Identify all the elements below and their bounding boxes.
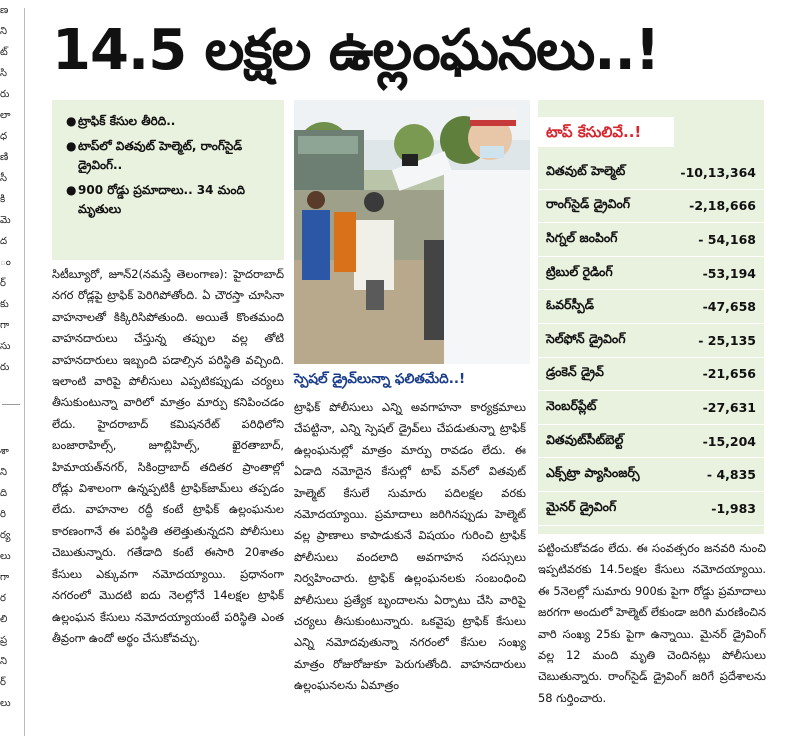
top-case-label: ట్రిబుల్ రైడింగ్ — [546, 263, 613, 279]
strip-fragment: రు — [0, 89, 10, 100]
strip-fragment: సు — [0, 341, 11, 352]
strip-fragment: గా — [0, 572, 10, 583]
adjacent-article-strip — [0, 0, 22, 740]
highlight-item — [66, 181, 274, 219]
highlight-item — [66, 137, 274, 175]
article-body-left: సిటీబ్యూరో, జూన్2(నమస్తే తెలంగాణ): హైదరాబాద్ నగర రోడ్లపై ట్రాఫిక్ పెరిగిపోతోంది. ఏ చౌరస్తా చూసినా వాహనాలతో కిక్కిరిసిపోతుంది. అయితే కొంతమంది వాహనదారులు చేస్తున్న తప్పుల వల్ల తోటి వాహనదారులు ఇబ్బంది పడాల్సిన పరిస్థితి వచ్చింది. ఇలాంటి వారిపై పోలీసులు ఎప్పటికప్పుడు చర్యలు తీసుకుంటున్నా వారిలో మాత్రం మార్పు కనిపించడం లేదు. హైదరాబాద్ కమిషనరేట్ పరిధిలోని బంజారాహిల్స్, జూబ్లిహిల్స్, ఖైరతాబాద్, హిమాయత్‌నగర్, సికింద్రాబాద్ తదితర ప్రాంతాల్లో రోడ్లు విశాలంగా ఉన్నప్పటికీ ట్రాఫిక్‌జామ్‌లు తప్పడం లేదు. వాహనాల రద్దీ కంటే ట్రాఫిక్ ఉల్లంఘనుల కారణంగానే ఈ పరిస్థితి తలెత్తుతున్నదని పోలీసులు చెబుతున్నారు. గతేడాది కంటే ఈసారి 20శాతం కేసులు ఎక్కువగా నమోదయ్యాయి. ప్రధానంగా నగరంలో మొదటి ఐదు నెలల్లోనే 14లక్షల ట్రాఫిక్ ఉల్లంఘన కేసులు నమోదయ్యాయంటే పరిస్థితి ఎంత తీవ్రంగా ఉందో అర్థం చేసుకోవచ్చు. — [52, 267, 284, 645]
strip-fragment: శా — [0, 446, 9, 457]
top-case-row — [538, 324, 764, 358]
strip-fragment: రి — [0, 509, 6, 520]
top-case-label: నెంబర్‌ప్లేట్ — [546, 397, 597, 413]
bullet-icon: ● — [66, 139, 77, 153]
strip-fragment: ట్ — [0, 47, 8, 58]
top-case-value: -47,658 — [702, 299, 756, 315]
strip-fragment: ం — [0, 257, 11, 268]
bullet-icon: ● — [66, 183, 77, 197]
top-case-value: -1,983 — [711, 500, 756, 516]
top-case-row — [538, 358, 764, 392]
strip-fragment: లు — [0, 698, 11, 709]
top-cases-box — [538, 100, 764, 534]
top-case-label: ఓవర్‌స్పీడ్ — [546, 297, 594, 313]
column-divider — [24, 8, 25, 736]
top-case-value: -15,204 — [702, 433, 756, 449]
top-case-label: సెల్‌ఫోన్ డ్రైవింగ్ — [546, 330, 626, 346]
top-case-row — [538, 257, 764, 291]
top-case-row — [538, 391, 764, 425]
strip-fragment: ర్య — [0, 530, 11, 541]
strip-fragment: సీ — [0, 173, 8, 184]
top-case-row — [538, 156, 764, 190]
top-cases-list — [538, 156, 764, 526]
strip-fragment — [0, 378, 22, 399]
top-case-value: - 25,135 — [698, 332, 756, 348]
strip-fragment: ర్ — [0, 677, 6, 688]
top-cases-title: టాప్ కేసులివే..! — [538, 117, 674, 147]
top-case-label: వితవుట్‌సీట్‌బెల్ట్ — [546, 431, 624, 447]
top-case-row — [538, 492, 764, 526]
top-case-label: ఎక్స్‌ట్రా ప్యాసింజర్స్ — [546, 465, 640, 481]
top-case-label: డ్రంకెన్ డ్రైవ్ — [546, 364, 604, 380]
strip-divider — [2, 404, 20, 405]
strip-fragment: సి — [0, 68, 8, 79]
highlight-item — [66, 112, 274, 131]
strip-fragment: లి — [0, 614, 8, 625]
strip-fragment: ది — [0, 488, 8, 499]
strip-fragment: ని — [0, 26, 8, 37]
top-case-value: -2,18,666 — [689, 198, 756, 214]
top-case-label: వితవుట్ హెల్మెట్ — [546, 162, 626, 178]
strip-fragment: ద — [0, 236, 8, 247]
photo-caption: స్పెషల్ డ్రైవ్‌లున్నా ఫలితమేది..! — [294, 371, 466, 387]
strip-fragment: ణి — [0, 152, 9, 163]
top-case-value: -53,194 — [702, 265, 756, 281]
headline: 14.5 లక్షల ఉల్లంఘనలు..! — [52, 18, 660, 83]
strip-fragment: కి — [0, 194, 6, 205]
strip-fragment: ర్ — [0, 278, 6, 289]
strip-fragment: రు — [0, 362, 10, 373]
top-case-row — [538, 290, 764, 324]
traffic-police-photo — [294, 100, 530, 364]
top-case-row — [538, 190, 764, 224]
article-body-middle: ట్రాఫిక్ పోలీసులు ఎన్ని అవగాహనా కార్యక్రమాలు చేపట్టినా, ఎన్ని స్పెషల్ డ్రైవ్‌లు చేపడుతున్నా ట్రాఫిక్ ఉల్లంఘనుల్లో మాత్రం మార్పు రావడం లేదు. ఈ ఏడాది నమోదైన కేసుల్లో టాప్ వన్‌లో వితవుట్ హెల్మెట్ కేసులే సుమారు పదిలక్షల వరకు నమోదయ్యాయి. ప్రమాదాలు జరిగినప్పుడు హెల్మెట్ వల్ల ప్రాణాలు కాపాడుకునే విషయం గురించి ట్రాఫిక్ పోలీసులు వందలాది అవగాహన సదస్సులు నిర్వహించారు. ట్రాఫిక్ ఉల్లంఘనలకు సంబంధించి పోలీసులు ప్రత్యేక బృందాలను ఏర్పాటు చేసి వారిపై చర్యలు తీసుకుంటున్నారు. ఒకవైపు ట్రాఫిక్ కేసులు ఎన్ని నమోదవుతున్నా నగరంలో కేసుల సంఖ్య మాత్రం రోజురోజుకూ పెరుగుతోంది. వాహనదారులు ఉల్లంఘనలను ఏమాత్రం — [294, 400, 526, 693]
top-case-value: -10,13,364 — [680, 164, 756, 180]
strip-fragment: గా — [0, 320, 10, 331]
top-case-row — [538, 425, 764, 459]
strip-fragment: ని — [0, 656, 8, 667]
strip-fragment — [0, 420, 22, 441]
highlight-text: టాప్‌లో వితవుట్ హెల్మెట్, రాంగ్‌సైడ్ డ్రైవింగ్.. — [78, 139, 243, 172]
top-case-value: -27,631 — [702, 399, 756, 415]
top-case-label: రాంగ్‌సైడ్ డ్రైవింగ్ — [546, 196, 631, 212]
strip-fragment: ణ — [0, 5, 9, 16]
top-case-label: మైనర్ డ్రైవింగ్ — [546, 498, 617, 514]
top-case-row — [538, 458, 764, 492]
strip-fragment: ధ — [0, 131, 8, 142]
bullet-icon: ● — [66, 114, 77, 128]
highlight-text: 900 రోడ్డు ప్రమాదాలు.. 34 మంది మృతులు — [78, 183, 245, 216]
strip-fragment: ప్ర — [0, 635, 8, 646]
strip-fragment: లా — [0, 110, 11, 121]
top-case-label: సిగ్నల్ జంపింగ్ — [546, 229, 618, 245]
top-case-value: - 54,168 — [698, 231, 756, 247]
highlight-text: ట్రాఫిక్ కేసుల తీరిది.. — [78, 114, 176, 128]
strip-fragment: ని — [0, 467, 8, 478]
top-case-value: - 4,835 — [706, 467, 756, 483]
strip-fragment — [0, 399, 22, 420]
top-case-value: -21,656 — [702, 366, 756, 382]
strip-fragment: మె — [0, 215, 11, 226]
article-body-right: పట్టించుకోవడం లేదు. ఈ సంవత్సరం జనవరి నుంచి ఇప్పటివరకు 14.5లక్షల కేసులు నమోదయ్యాయి. ఈ 5నెలల్లో సుమారు 900కు పైగా రోడ్డు ప్రమాదాలు జరగగా అందులో హెల్మెట్ లేకుండా జరిగి మరణించిన వారి సంఖ్య 25కు పైగా ఉన్నాయి. మైనర్ డ్రైవింగ్ వల్ల 12 మంది మృతి చెందినట్లు పోలీసులు చెబుతున్నారు. రాంగ్‌సైడ్ డ్రైవింగ్ జరిగే ప్రదేశాలను 58 గుర్తించారు. — [538, 541, 766, 705]
photo-illustration — [294, 100, 530, 364]
highlights-box — [52, 100, 284, 260]
top-case-row — [538, 223, 764, 257]
strip-fragment: లు — [0, 551, 11, 562]
strip-fragment: కు — [0, 299, 9, 310]
strip-fragment: ర — [0, 593, 6, 604]
